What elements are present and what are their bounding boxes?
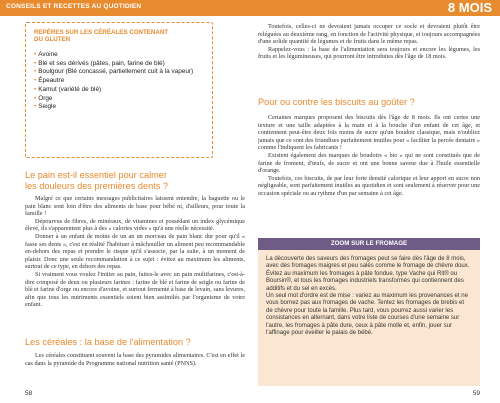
paragraph: Dépourvus de fibres, de minéraux, de vitamines et possédant un index glycémique élevé, ils s'apparentent plus à des « calories vides » qu'à une réelle nécessité. bbox=[25, 217, 245, 233]
gluten-list bbox=[34, 51, 193, 112]
page-number-left: 58 bbox=[25, 390, 33, 397]
list-item: • Blé et ses dérivés (pâtes, pain, farine de blé) bbox=[34, 60, 193, 69]
right-column-biscuits bbox=[258, 114, 480, 198]
age-title: 8 MOIS bbox=[447, 0, 492, 15]
box-title: REPÈRES SUR LES CÉRÉALES CONTENANT DU GLUTEN bbox=[34, 29, 169, 44]
heading-cereals: Les céréales : la base de l'alimentation ? bbox=[25, 337, 191, 347]
gluten-cereals-box bbox=[25, 22, 213, 158]
paragraph: Les céréales constituent souvent la base des pyramides alimentaires. C'est en effet le cas dans la pyramide du Programme national nutrition santé (PNNS). bbox=[25, 352, 245, 367]
paragraph: Un seul mot d'ordre est de mise : variez au maximum les provenances et ne vous bornez pas aux fromages de vache. Tentez les fromages de brebis et de chèvre pour toute la famille. Plus tard, vous pourrez aussi varier les consistances en alternant, dans votre liste de courses d'une semaine sur l'autre, les fromages à pâte dure, ceux à pâte molle et, enfin, jouer sur l'affinage pour éveiller le palais de bébé. bbox=[266, 293, 468, 337]
zoom-text bbox=[266, 256, 472, 337]
header-bar bbox=[0, 0, 500, 16]
left-column-end bbox=[25, 352, 245, 367]
list-item: • Avoine bbox=[34, 51, 193, 60]
section-title: CONSEILS ET RECETTES AU QUOTIDIEN bbox=[6, 3, 142, 10]
cheese-zoom-box bbox=[258, 238, 480, 386]
list-item: • Épeautre bbox=[34, 77, 193, 86]
paragraph: Toutefois, ces biscuits, de par leur forte densité calorique et leur apport en sucre non négligeable, sont parfaitement inutiles au quotidien et sont seulement à réserver pour une occasion spéciale ou au rythme d'un par semaine à cet âge. bbox=[258, 174, 480, 197]
left-column bbox=[25, 195, 245, 309]
list-item: • Seigle bbox=[34, 103, 193, 112]
list-item: • Orge bbox=[34, 95, 193, 104]
paragraph: La découverte des saveurs des fromages peut se faire dès l'âge de 8 mois, avec des fromages maigres et peu salés comme le fromage de chèvre doux. bbox=[266, 256, 470, 270]
heading-bread: Le pain est-il essentiel pour calmer les douleurs des premières dents ? bbox=[25, 170, 168, 191]
paragraph: Donner à un enfant de moins de un an un morceau de pain blanc dur pour qu'il « fasse ses dents », c'est en réalité l'habituer à mâchouiller un aliment peu recommandable en-dehors des repas et prendre le risque qu'il s'associe, par la suite, à un moment de plaisir. Donc une seule recommandation à ce sujet : évitez au maximum les aliments, surtout de ce type, en dehors des repas. bbox=[25, 232, 245, 271]
paragraph: Certaines marques proposent des biscuits dès l'âge de 8 mois. Ils ont certes une texture et une taille adaptées à la main et à la bouche d'un enfant de cet âge, et contiennent peut-être deux fois moins de sucre qu'un boudoir classique, mais n'oubliez jamais que ce sont des friandises parfaitement inutiles pour « faciliter la percée dentaire » comme l'indiquent les fabricants ! bbox=[258, 114, 480, 152]
list-item: • Kamut (variété de blé) bbox=[34, 86, 193, 95]
paragraph: Existent également des marques de boudoirs « bio » qui ne sont constitués que de farine de froment, d'œufs, de sucre et ont une bonne saveur due à l'huile essentielle d'orange. bbox=[258, 151, 480, 175]
zoom-title: ZOOM SUR LE FROMAGE bbox=[258, 238, 480, 250]
paragraph: Rappelez-vous : la base de l'alimentation sera toujours et encore les légumes, les fruits et les légumineuses, qui pourront être introduites dès l'âge de 18 mois. bbox=[258, 45, 480, 61]
list-item: • Boulgour (Blé concassé, partiellement cuit à la vapeur) bbox=[34, 68, 193, 77]
paragraph: Malgré ce que certains messages publicitaires laissent entendre, la baguette ou le pain blanc sont loin d'être des aliments de base pour bébé ni, d'ailleurs, pour toute la famille ! bbox=[25, 195, 245, 218]
paragraph: Évitez au maximum les fromages à pâte fondue, type Vache qui Rit® ou Boursin®, et tous les fromages industriels transformés qui contiennent des additifs et du sel en excès. bbox=[266, 270, 464, 292]
right-column-top bbox=[258, 23, 480, 61]
paragraph: Toutefois, celles-ci ne devraient jamais occuper ce socle et devraient plutôt être reléguées au deuxième rang, en fonction de l'activité physique, et toujours accompagnées d'une solide quantité de légumes et de fruits dans le même repas. bbox=[258, 23, 480, 46]
paragraph: Si vraiment vous voulez l'initier au pain, faites-le avec un pain multifarines, c'est-à-dire composé de deux ou plusieurs farines : farine de blé et farine de seigle ou farine de blé et farine d'orge ou encore d'avoine, et surtout fermenté à base de levain, sans levures, afin que tous les nutriments essentiels soient bien assimilés par l'organisme de votre enfant. bbox=[25, 270, 245, 309]
heading-biscuits: Pour ou contre les biscuits au goûter ? bbox=[258, 97, 415, 107]
page-number-right: 59 bbox=[472, 390, 480, 397]
